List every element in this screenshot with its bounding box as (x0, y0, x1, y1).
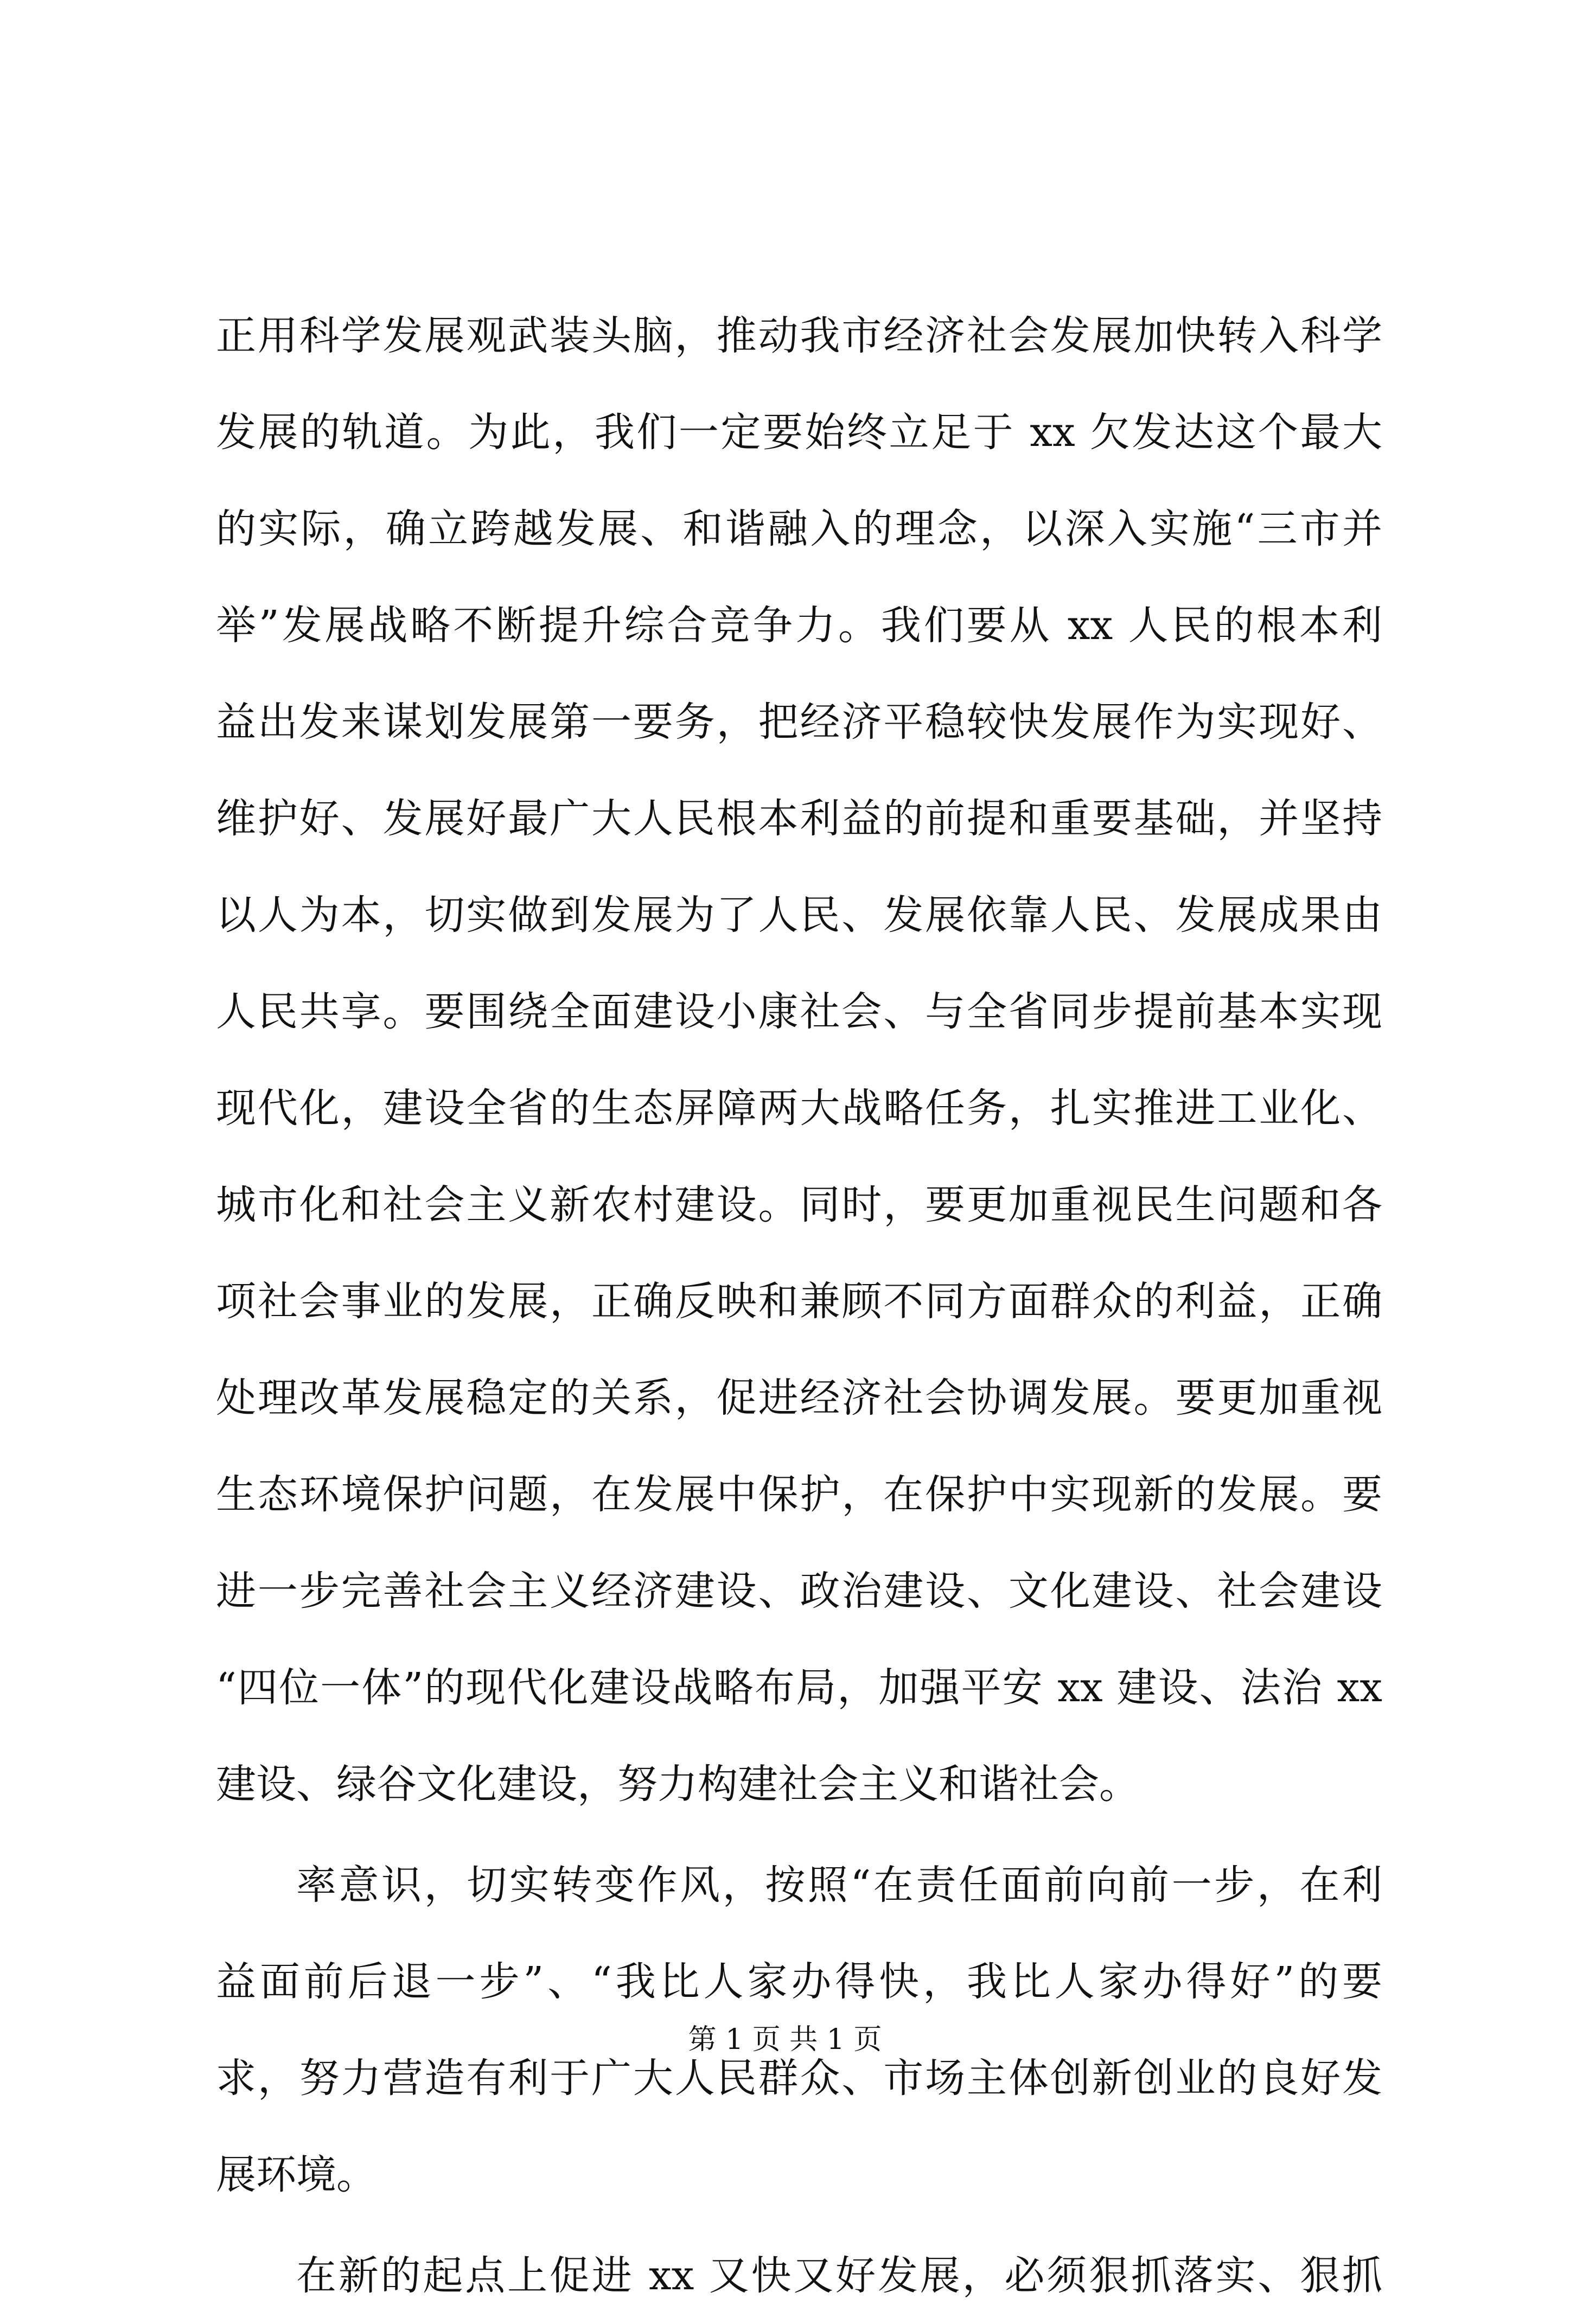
text-line: 求，努力营造有利于广大人民群众、市场主体创新创业的良好发 (216, 2055, 1382, 2102)
text-line: 举”发展战略不断提升综合竞争力。我们要从 xx 人民的根本利 (216, 602, 1382, 649)
text-line: 展环境。 (216, 2151, 376, 2198)
text-line: “四位一体”的现代化建设战略布局，加强平安 xx 建设、法治 xx (216, 1664, 1382, 1711)
text-line: 益面前后退一步”、“我比人家办得快，我比人家办得好”的要 (216, 1958, 1382, 2005)
text-line: 以人为本，切实做到发展为了人民、发展依靠人民、发展成果由 (216, 892, 1382, 938)
text-line: 人民共享。要围绕全面建设小康社会、与全省同步提前基本实现 (216, 988, 1382, 1035)
paragraph-gap (216, 2223, 1382, 2227)
paragraph-1 (216, 288, 1382, 1833)
text-line: 正用科学发展观武装头脑，推动我市经济社会发展加快转入科学 (216, 312, 1382, 359)
page-footer: 第 1 页 共 1 页 (688, 2023, 882, 2056)
text-line: 现代化，建设全省的生态屏障两大战略任务，扎实推进工业化、 (216, 1085, 1382, 1132)
text-line: 进一步完善社会主义经济建设、政治建设、文化建设、社会建设 (216, 1568, 1382, 1614)
text-line: 处理改革发展稳定的关系，促进经济社会协调发展。要更加重视 (216, 1375, 1382, 1421)
text-line: 项社会事业的发展，正确反映和兼顾不同方面群众的利益，正确 (216, 1278, 1382, 1325)
text-line: 城市化和社会主义新农村建设。同时，要更加重视民生问题和各 (216, 1182, 1382, 1228)
text-line: 维护好、发展好最广大人民根本利益的前提和重要基础，并坚持 (216, 795, 1382, 842)
text-line: 的实际，确立跨越发展、和谐融入的理念，以深入实施“三市并 (216, 506, 1382, 552)
text-line: 发展的轨道。为此，我们一定要始终立足于 xx 欠发达这个最大 (216, 409, 1382, 456)
text-line: 率意识，切实转变作风，按照“在责任面前向前一步，在利 (296, 1862, 1382, 1908)
text-line: 在新的起点上促进 xx 又快又好发展，必须狠抓落实、狠抓 (296, 2252, 1382, 2299)
text-line: 益出发来谋划发展第一要务，把经济平稳较快发展作为实现好、 (216, 699, 1382, 745)
paragraph-3 (216, 2227, 1382, 2324)
text-line: 生态环境保护问题，在发展中保护，在保护中实现新的发展。要 (216, 1471, 1382, 1518)
text-line: 建设、绿谷文化建设，努力构建社会主义和谐社会。 (216, 1761, 1139, 1808)
paragraph-gap (216, 1833, 1382, 1837)
